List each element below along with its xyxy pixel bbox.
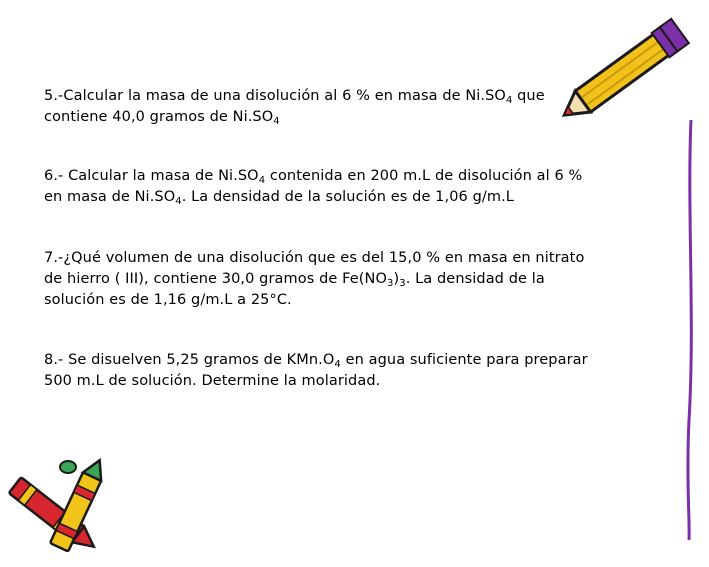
problem-6 (44, 166, 644, 208)
problem-7-line-3: solución es de 1,16 g/m.L a 25°C. (44, 292, 292, 308)
problem-7 (44, 248, 644, 311)
divider-line (683, 120, 699, 540)
problem-6-line-2: en masa de $Ni.SO_4$. La densidad de la solución es de 1,06 g/m.L (44, 189, 514, 207)
problem-8-line-2: 500 m.L de solución. Determine la molaridad. (44, 373, 381, 389)
problem-5-line-2: contiene 40,0 gramos de $Ni.SO_4$ (44, 109, 280, 127)
problem-7-line-2: de hierro ( III), contiene 30,0 gramos de $Fe(NO_3)_3$. La densidad de la (44, 271, 545, 289)
problem-5-line-1: 5.-Calcular la masa de una disolución al 6 % en masa de $Ni.SO_4$ que (44, 88, 545, 106)
problem-7-line-1: 7.-¿Qué volumen de una disolución que es del 15,0 % en masa en nitrato (44, 250, 585, 266)
problem-8-line-1: 8.- Se disuelven 5,25 gramos de $KMn.O_4$ en agua suficiente para preparar (44, 352, 588, 370)
problem-6-line-1: 6.- Calcular la masa de $Ni.SO_4$ contenida en 200 m.L de disolución al 6 % (44, 168, 583, 186)
crayons-icon (0, 455, 140, 567)
problem-8 (44, 350, 644, 392)
pencil-icon (548, 0, 709, 140)
